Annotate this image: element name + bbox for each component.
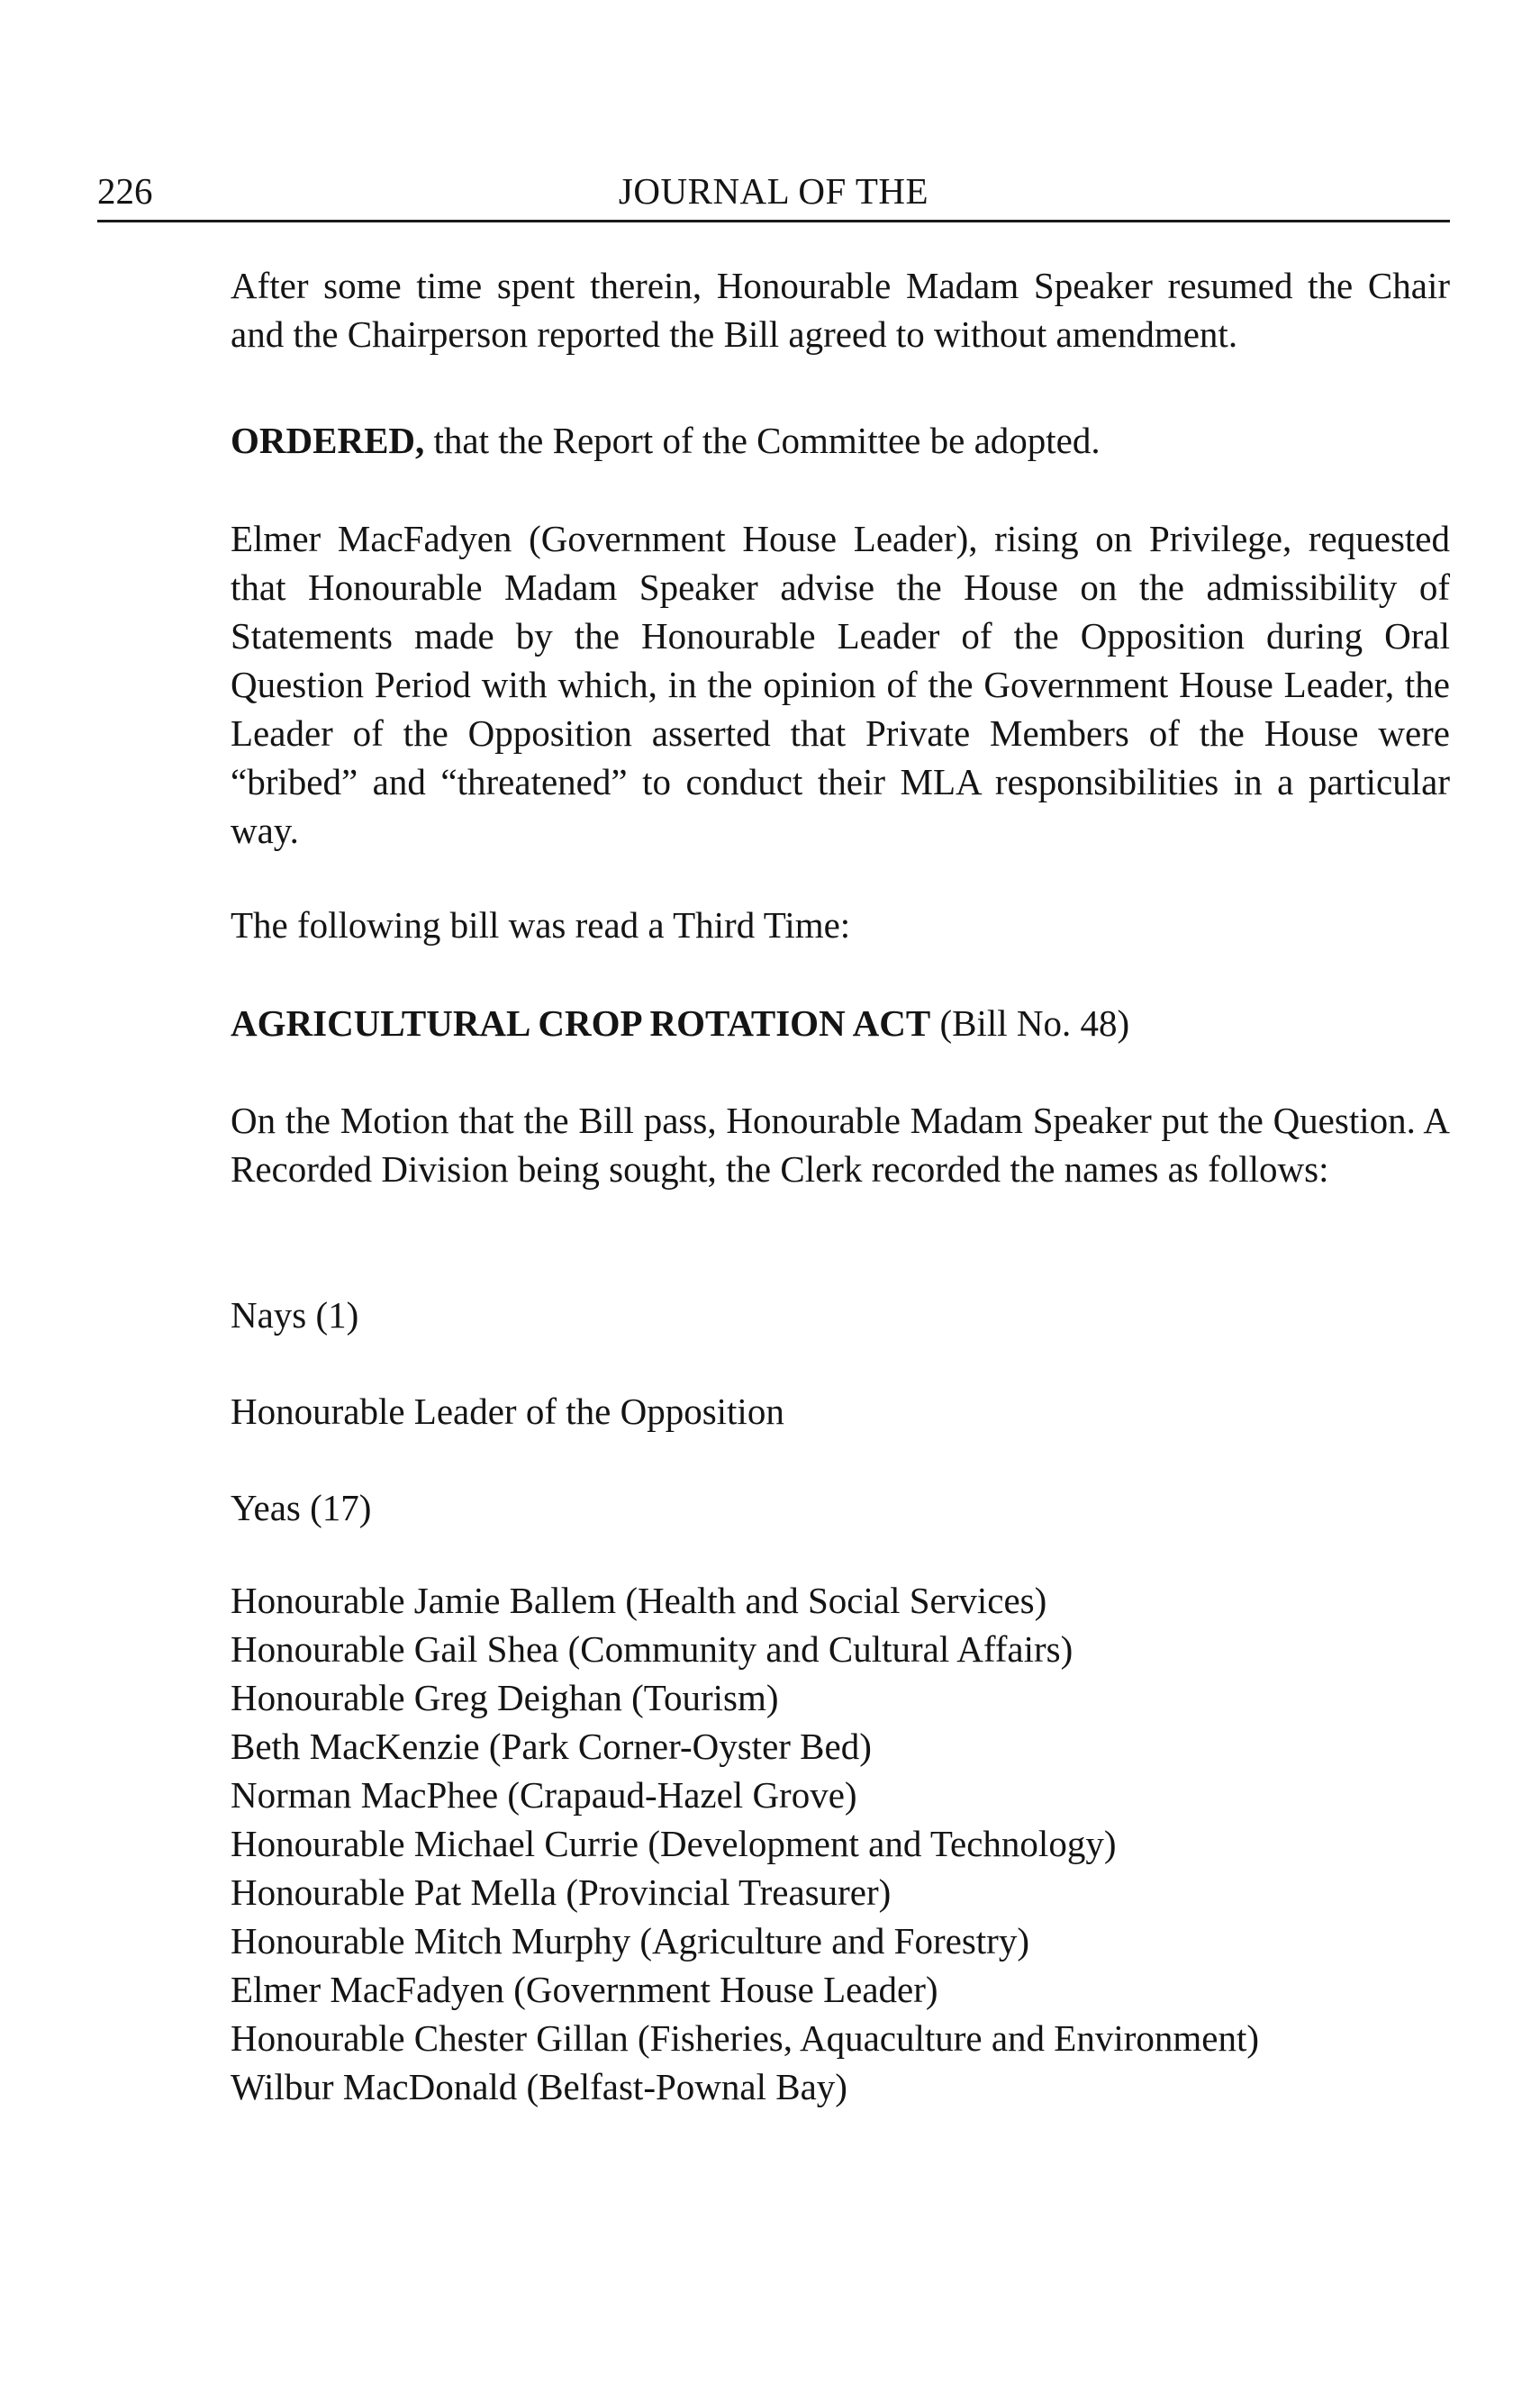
third-reading-intro: The following bill was read a Third Time: [231,904,851,946]
bill-title: AGRICULTURAL CROP ROTATION ACT [231,1002,931,1044]
list-item: Honourable Gail Shea (Community and Cultural Affairs) [231,1628,1073,1670]
nays-member: Honourable Leader of the Opposition [231,1391,784,1432]
list-item: Norman MacPhee (Crapaud-Hazel Grove) [231,1774,857,1816]
bill-heading [231,999,1450,1047]
privilege-paragraph: Elmer MacFadyen (Government House Leader), rising on Privilege, requested that Honourable Madam Speaker advise the House on the admissibility of Statements made by the Honourable Leader of the Opposition during Oral Question Period with which, in the opinion of the Government House Leader, the Leader of the Opposition asserted that Private Members of the House were “bribed” and “threatened” to conduct their MLA responsibilities in a particular way. [231,518,1450,851]
nays-heading: Nays (1) [231,1294,359,1336]
list-item: Honourable Greg Deighan (Tourism) [231,1677,779,1718]
ordered-label: ORDERED, [231,420,425,461]
yeas-list [231,1576,1450,2111]
list-item: Honourable Michael Currie (Development and Technology) [231,1823,1117,1864]
list-item: Elmer MacFadyen (Government House Leader) [231,1969,938,2010]
running-head: JOURNAL OF THE [618,170,929,212]
yeas-heading: Yeas (17) [231,1487,372,1528]
list-item: Honourable Jamie Ballem (Health and Social Services) [231,1580,1047,1621]
motion-paragraph: On the Motion that the Bill pass, Honourable Madam Speaker put the Question. A Recorded Division being sought, the Clerk recorded the names as follows: [231,1100,1450,1190]
list-item: Honourable Chester Gillan (Fisheries, Aquaculture and Environment) [231,2017,1260,2059]
list-item: Honourable Mitch Murphy (Agriculture and Forestry) [231,1920,1029,1962]
ordered-text: that the Report of the Committee be adopted. [424,420,1101,461]
page-header [97,162,1450,222]
list-item: Wilbur MacDonald (Belfast-Pownal Bay) [231,2066,847,2107]
page-number: 226 [97,170,153,212]
committee-report-paragraph: After some time spent therein, Honourable Madam Speaker resumed the Chair and the Chairperson reported the Bill agreed to without amendment. [231,265,1450,355]
list-item: Honourable Pat Mella (Provincial Treasurer) [231,1871,892,1913]
bill-number: (Bill No. 48) [930,1002,1130,1044]
ordered-paragraph [231,416,1450,465]
list-item: Beth MacKenzie (Park Corner-Oyster Bed) [231,1726,872,1767]
